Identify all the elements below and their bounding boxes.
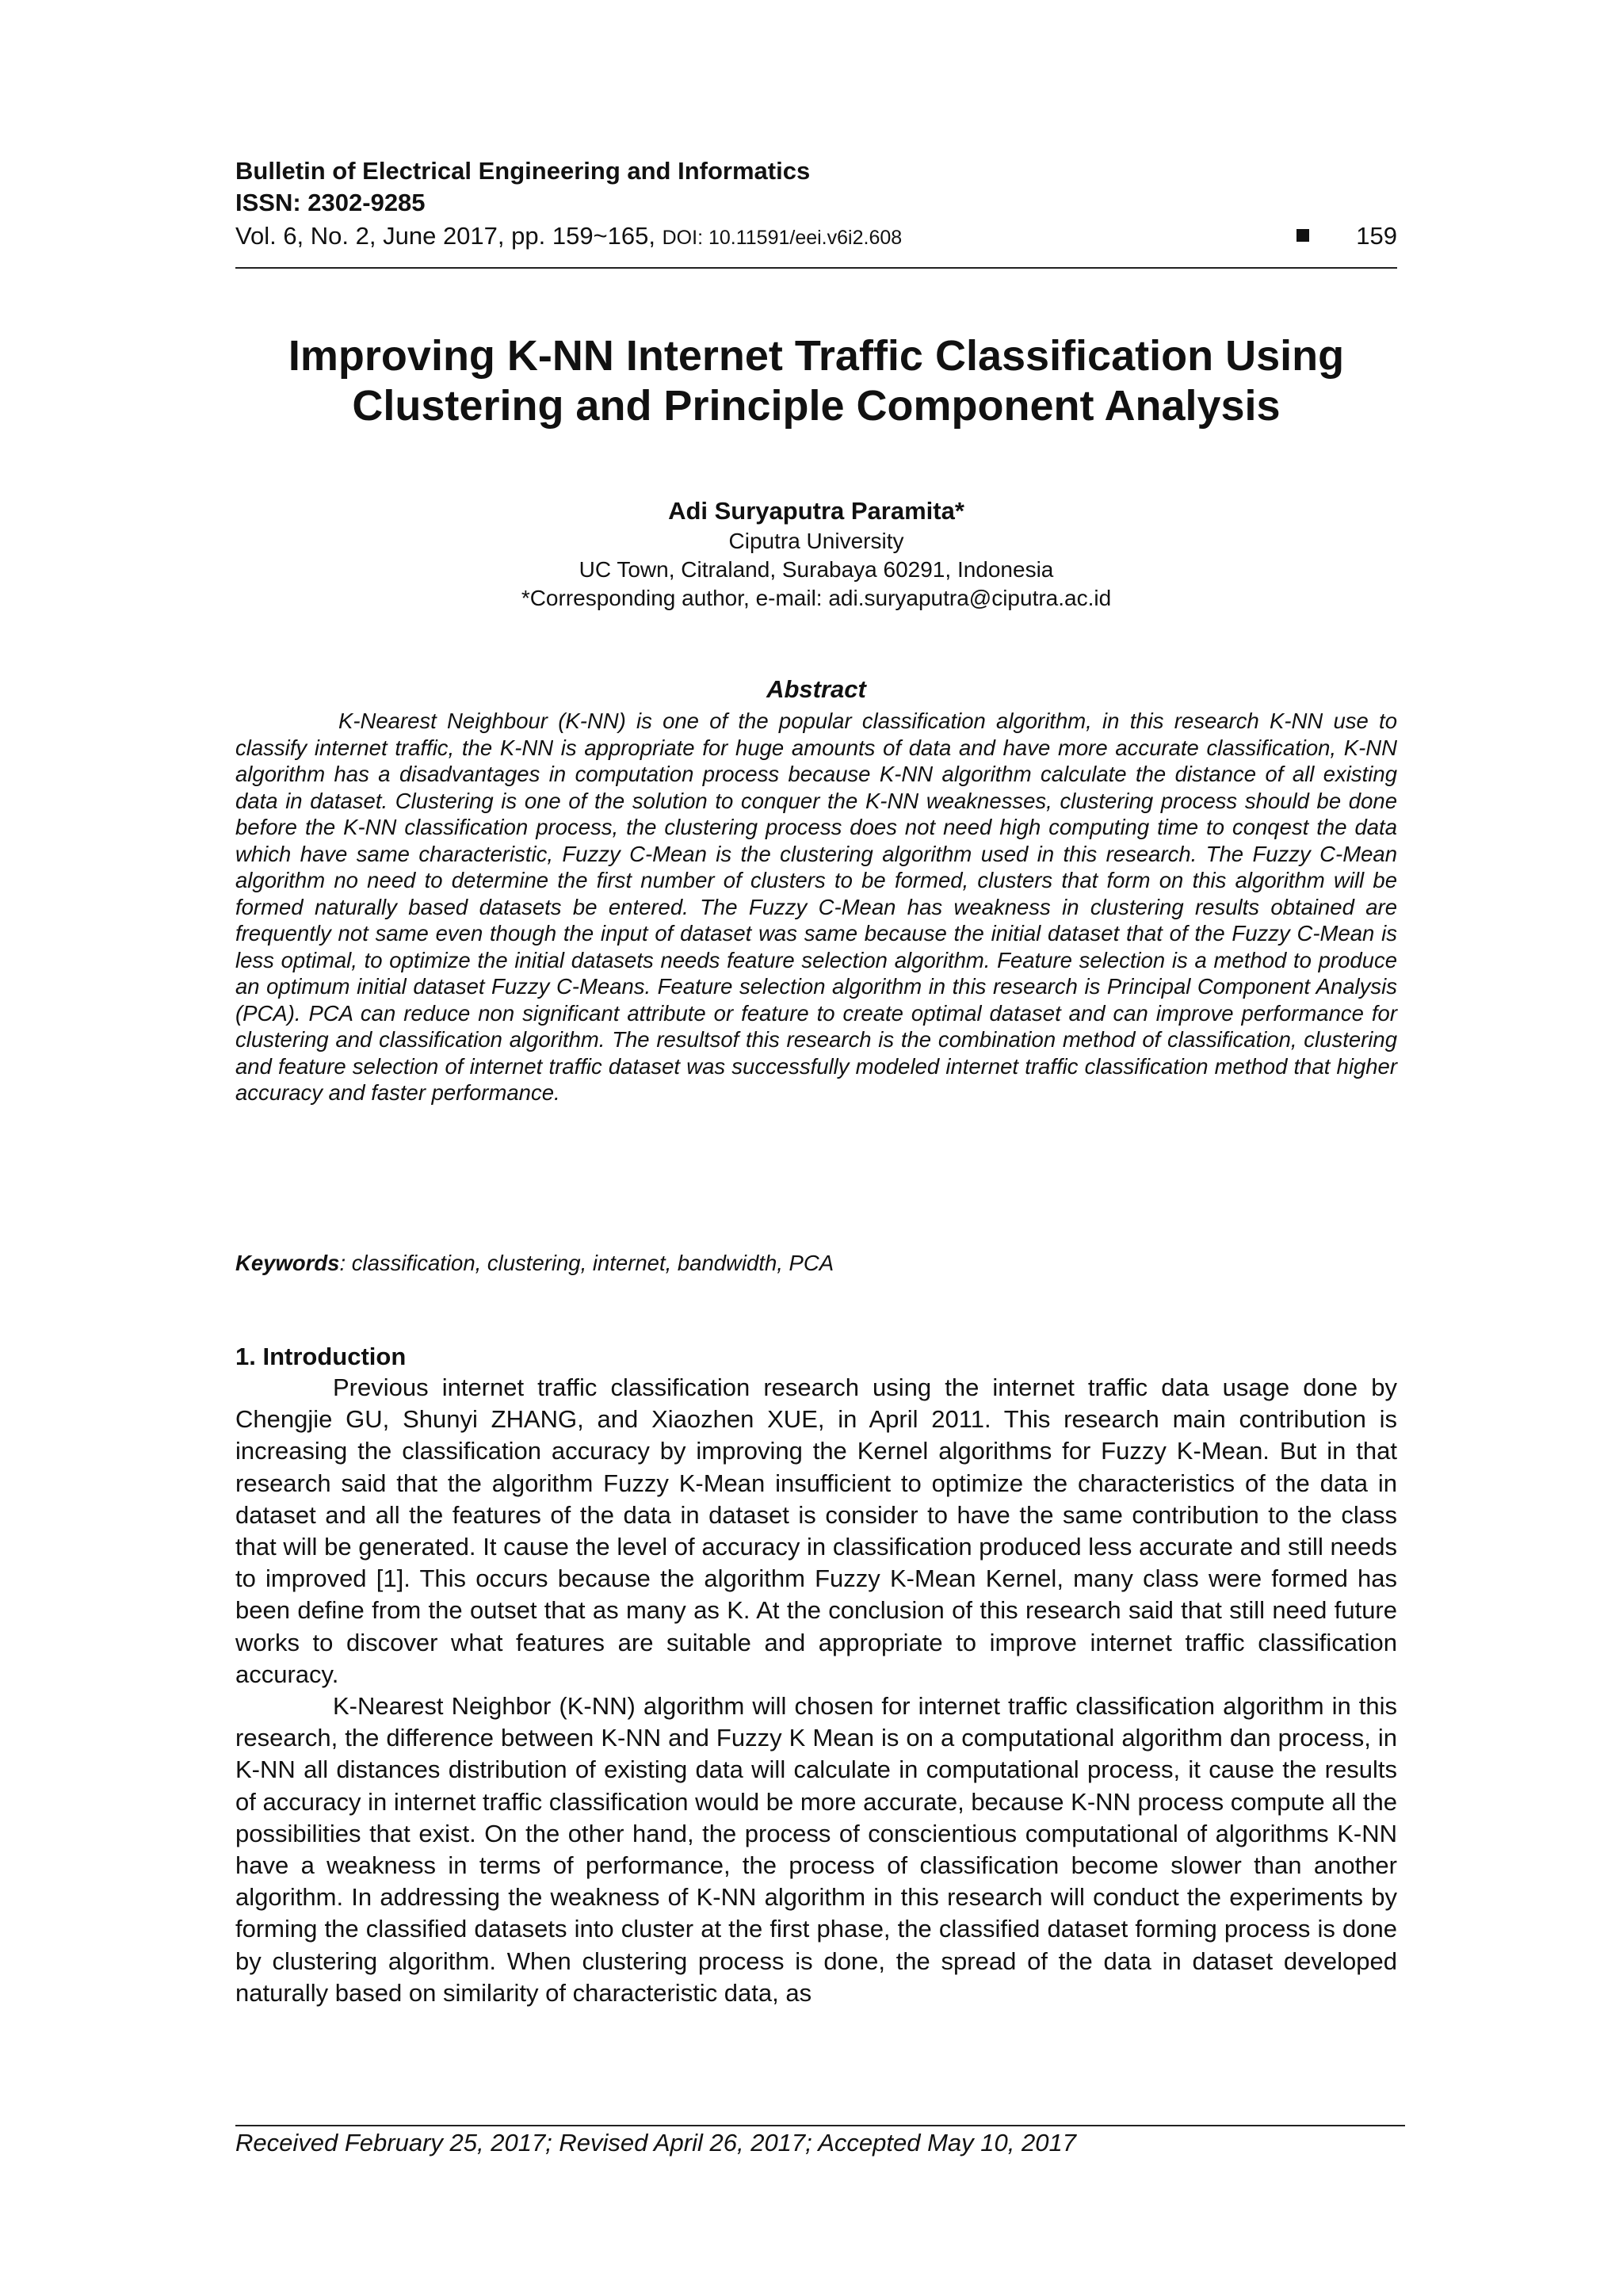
author-name: Adi Suryaputra Paramita* — [668, 497, 964, 525]
journal-name: Bulletin of Electrical Engineering and Informatics — [235, 157, 811, 185]
keywords-label: Keywords — [235, 1251, 340, 1275]
footer-rule — [235, 2125, 1405, 2126]
introduction-body — [235, 1372, 1397, 2009]
volume-info-wrap — [235, 219, 902, 255]
corresponding-author: *Corresponding author, e-mail: adi.suryaputra@ciputra.ac.id — [521, 586, 1112, 610]
volume-line — [235, 219, 1397, 254]
abstract-heading: Abstract — [766, 675, 866, 703]
section-heading-introduction: 1. Introduction — [235, 1343, 407, 1370]
issn: ISSN: 2302-9285 — [235, 189, 426, 216]
running-header — [235, 155, 1397, 254]
page-number: 159 — [1356, 222, 1397, 250]
affiliation: Ciputra University — [728, 529, 904, 553]
bullet-square-icon — [1296, 229, 1309, 242]
keywords-text: : classification, clustering, internet, bandwidth, PCA — [339, 1251, 834, 1275]
author-block — [235, 495, 1397, 613]
paragraph: K-Nearest Neighbor (K-NN) algorithm will chosen for internet traffic classification algorithm in this research, the difference between K-NN and Fuzzy K Mean is on a computational algorithm dan process, in K-NN all distances distribution of existing data will calculate in computational process, it cause the results of accuracy in internet traffic classification would be more accurate, because K-NN process compute all the possibilities that exist. On the other hand, the process of conscientious computational of algorithms K-NN have a weakness in terms of performance, the process of classification become slower than another algorithm. In addressing the weakness of K-NN algorithm in this research will conduct the experiments by forming the classified datasets into cluster at the first phase, the classified dataset forming process is done by clustering algorithm. When clustering process is done, the spread of the data in dataset developed naturally based on similarity of characteristic data, as — [235, 1692, 1397, 2007]
volume-info: Vol. 6, No. 2, June 2017, pp. 159~165, — [235, 222, 663, 250]
doi-link[interactable]: DOI: 10.11591/eei.v6i2.608 — [662, 227, 903, 249]
abstract-text: K-Nearest Neighbour (K-NN) is one of the popular classification algorithm, in this research K-NN use to classify internet traffic, the K-NN is appropriate for huge amounts of data and have more accurate classification, K-NN algorithm has a disadvantages in computation process because K-NN algorithm calculate the distance of all existing data in dataset. Clustering is one of the solution to conquer the K-NN weaknesses, clustering process should be done before the K-NN classification process, the clustering process does not need high computing time to conqest the data which have same characteristic, Fuzzy C-Mean is the clustering algorithm used in this research. The Fuzzy C-Mean algorithm no need to determine the first number of clusters to be formed, clusters that form on this algorithm will be formed naturally based datasets be entered. The Fuzzy C-Mean has weakness in clustering results obtained are frequently not same even though the input of dataset was same because the initial dataset that of the Fuzzy C-Mean is less optimal, to optimize the initial datasets needs feature selection algorithm. Feature selection is a method to produce an optimum initial dataset Fuzzy C-Means. Feature selection algorithm in this research is Principal Component Analysis (PCA). PCA can reduce non significant attribute or feature to create optimal dataset and can improve performance for clustering and classification algorithm. The resultsof this research is the combination method of classification, clustering and feature selection of internet traffic dataset was successfully modeled internet traffic classification method that higher accuracy and faster performance. — [235, 709, 1397, 1105]
paragraph: Previous internet traffic classification research using the internet traffic data usage done by Chengjie GU, Shunyi ZHANG, and Xiaozhen XUE, in April 2011. This research main contribution is increasing the classification accuracy by improving the Kernel algorithms for Fuzzy K-Mean. But in that research said that the algorithm Fuzzy K-Mean insufficient to optimize the characteristics of the data in dataset and all the features of the data in dataset is consider to have the same contribution to the class that will be generated. It cause the level of accuracy in classification produced less accurate and still needs to improved [1]. This occurs because the algorithm Fuzzy K-Mean Kernel, many class were formed has been define from the outset that as many as K. At the conclusion of this research said that still need future works to discover what features are suitable and appropriate to improve internet traffic classification accuracy. — [235, 1373, 1397, 1688]
address: UC Town, Citraland, Surabaya 60291, Indonesia — [579, 557, 1054, 582]
keywords — [235, 1250, 1397, 1277]
received-dates: Received February 25, 2017; Revised April 26, 2017; Accepted May 10, 2017 — [235, 2129, 1076, 2157]
paper-title: Improving K-NN Internet Traffic Classification Using Clustering and Principle Component Analysis — [288, 332, 1345, 430]
header-rule — [235, 267, 1397, 269]
